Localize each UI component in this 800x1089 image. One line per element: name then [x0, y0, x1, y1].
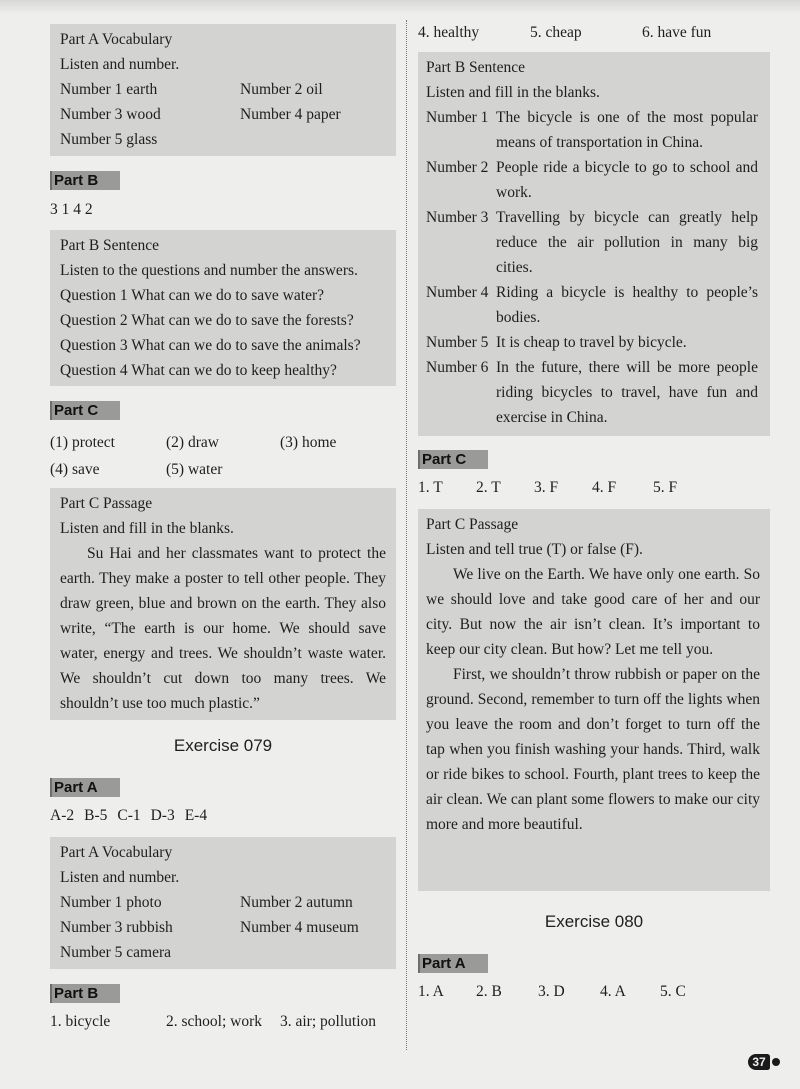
answer-item: 4. F [592, 479, 617, 496]
part-c-heading [418, 450, 488, 469]
answer-item: 4. healthy [418, 24, 480, 41]
ex080-part-a-heading [418, 954, 488, 973]
answer-item: 1. A [418, 983, 444, 1000]
part-c-answers [418, 477, 770, 499]
answer-item: 1. T [418, 479, 443, 496]
question-line: Question 4 What can we do to keep healthy? [60, 362, 337, 379]
passage-text: Su Hai and her classmates want to protect the earth. They make a poster to tell other people. They draw green, blue and brown on the earth. They also write, “The earth is our home. We should save water, energy and trees. We shouldn’t waste water. We shouldn’t cut down too many trees. We shouldn’t use too much plastic.” [60, 545, 386, 712]
item-text: It is cheap to travel by bicycle. [496, 334, 687, 351]
answer-item: A-2 [50, 807, 75, 824]
part-label: Part B [50, 984, 120, 1003]
vocab-item: Number 3 wood [60, 106, 161, 123]
vocab-row [60, 940, 386, 965]
ex079-part-a-answers [50, 805, 207, 827]
sentence-item [426, 105, 758, 155]
part-label: Part A [50, 778, 120, 797]
ex079-part-b-answers [50, 1011, 396, 1033]
answer-item: 4. A [600, 983, 626, 1000]
ex079-part-b-heading [50, 984, 120, 1003]
vocabulary-box [50, 24, 396, 156]
sentence-box [50, 230, 396, 386]
page-top-edge [0, 0, 800, 14]
passage-paragraph: We live on the Earth. We have only one earth. So we should love and take good care of her and our city. But now the air isn’t clean. It’s important to keep our city clean. But how? Let me tell you. [426, 566, 760, 658]
top-answers [418, 22, 770, 44]
part-label: Part A [418, 954, 488, 973]
question-line: Question 1 What can we do to save water? [60, 287, 324, 304]
item-number: Number 4 [426, 284, 489, 301]
item-text: In the future, there will be more people riding bicycles to travel, have fun and exercise in China. [496, 359, 758, 426]
sentence-item [426, 280, 758, 330]
sentence-item [426, 355, 758, 430]
ex080-part-a-answers [418, 981, 770, 1003]
passage-box [418, 509, 770, 891]
answer-item: 5. C [660, 983, 686, 1000]
answer-item: 3. F [534, 479, 559, 496]
exercise-title: Exercise 079 [173, 736, 273, 755]
answer-item: (4) save [50, 461, 100, 478]
page-number-badge [744, 1051, 784, 1073]
box-instruction: Listen to the questions and number the answers. [60, 262, 358, 279]
item-text: The bicycle is one of the most popular means of transportation in China. [496, 109, 758, 151]
page-number: 37 [748, 1054, 769, 1070]
item-text: Riding a bicycle is healthy to people’s bodies. [496, 284, 758, 326]
vocab-item: Number 2 autumn [240, 894, 353, 911]
vocab-item: Number 5 glass [60, 131, 158, 148]
answer-item: (5) water [166, 461, 223, 478]
sentence-item [426, 155, 758, 205]
answer-item: 3. D [538, 983, 565, 1000]
question-line: Question 3 What can we do to save the animals? [60, 337, 361, 354]
box-title: Part C Passage [426, 516, 519, 533]
box-instruction: Listen and fill in the blanks. [60, 520, 234, 537]
vocab-item: Number 1 photo [60, 894, 162, 911]
box-title: Part A Vocabulary [60, 31, 173, 48]
answer-item: E-4 [184, 807, 208, 824]
vocab-item: Number 4 paper [240, 106, 341, 123]
question-line: Question 2 What can we do to save the forests? [60, 312, 354, 329]
answer-text: 3 1 4 2 [50, 201, 93, 218]
box-instruction: Listen and tell true (T) or false (F). [426, 541, 643, 558]
passage-paragraph: First, we shouldn’t throw rubbish or paper on the ground. Second, remember to turn off the lights when you leave the room and don’t forget to turn off the tap when you finish washing your hands. Third, walk or ride bikes to school. Fourth, plant trees to keep the air clean. We can plant some flowers to make our city more and more beautiful. [426, 666, 760, 833]
sentence-box [418, 52, 770, 436]
column-divider [406, 20, 407, 1050]
part-label: Part C [50, 401, 120, 420]
item-text: People ride a bicycle to go to school and work. [496, 159, 758, 201]
part-b-heading [50, 171, 120, 190]
answer-item: (2) draw [166, 434, 219, 451]
part-c-answers [50, 429, 396, 483]
answer-item: 2. school; work [166, 1013, 263, 1030]
answer-item: (1) protect [50, 434, 115, 451]
item-number: Number 2 [426, 159, 489, 176]
vocab-item: Number 3 rubbish [60, 919, 173, 936]
vocab-row [60, 890, 386, 915]
vocab-row [60, 102, 386, 127]
answer-item: 2. B [476, 983, 502, 1000]
sentence-item [426, 330, 758, 355]
part-label: Part B [50, 171, 120, 190]
vocab-row [60, 915, 386, 940]
answer-item: 5. cheap [530, 24, 582, 41]
part-label: Part C [418, 450, 488, 469]
answer-item: 2. T [476, 479, 501, 496]
answer-item: 3. air; pollution [280, 1013, 377, 1030]
vocab-row [60, 127, 386, 152]
box-title: Part B Sentence [426, 59, 526, 76]
vocab-row [60, 77, 386, 102]
answer-item: C-1 [117, 807, 141, 824]
badge-dot-icon [772, 1058, 780, 1066]
item-text: Travelling by bicycle can greatly help reduce the air pollution in many big cities. [496, 209, 758, 276]
box-instruction: Listen and number. [60, 869, 180, 886]
passage-box [50, 488, 396, 720]
part-c-heading [50, 401, 120, 420]
vocab-item: Number 1 earth [60, 81, 158, 98]
answer-item: 5. F [653, 479, 678, 496]
answer-item: 1. bicycle [50, 1013, 111, 1030]
item-number: Number 6 [426, 359, 489, 376]
box-instruction: Listen and number. [60, 56, 180, 73]
vocab-item: Number 2 oil [240, 81, 323, 98]
box-title: Part A Vocabulary [60, 844, 173, 861]
ex079-part-a-heading [50, 778, 120, 797]
part-b-answer [50, 199, 93, 221]
exercise-title: Exercise 080 [544, 912, 644, 931]
box-title: Part C Passage [60, 495, 153, 512]
item-number: Number 5 [426, 334, 489, 351]
box-instruction: Listen and fill in the blanks. [426, 84, 600, 101]
vocab-item: Number 5 camera [60, 944, 172, 961]
vocab-item: Number 4 museum [240, 919, 359, 936]
sentence-item [426, 205, 758, 280]
answer-item: (3) home [280, 434, 337, 451]
answer-item: 6. have fun [642, 24, 712, 41]
box-title: Part B Sentence [60, 237, 160, 254]
answer-item: B-5 [84, 807, 108, 824]
vocabulary-box [50, 837, 396, 969]
answer-item: D-3 [150, 807, 175, 824]
item-number: Number 1 [426, 109, 489, 126]
item-number: Number 3 [426, 209, 489, 226]
